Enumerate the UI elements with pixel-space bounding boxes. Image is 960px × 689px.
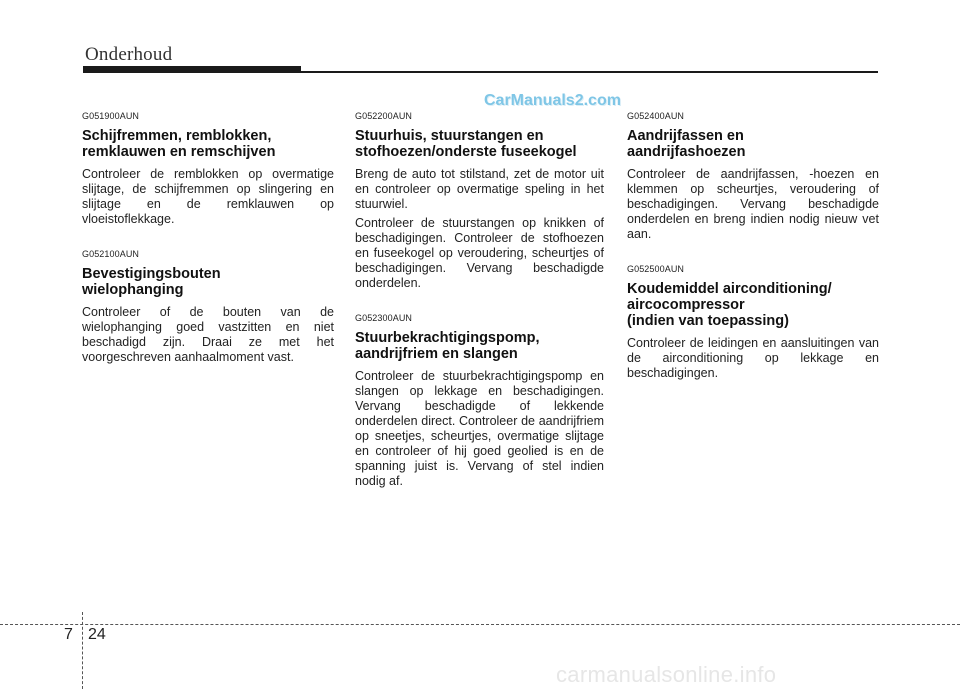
heading-line: Bevestigingsbouten: [82, 266, 221, 282]
section-paragraph: Controleer of de bouten van de wielophanging goed vastzitten en niet beschadigd zijn. Draai ze met het voorgeschreven aanhaalmoment vast.: [82, 305, 334, 364]
column-1: [82, 111, 334, 387]
section-heading: [82, 128, 334, 160]
section-paragraph: Controleer de leidingen en aansluitingen van de airconditioning op lekkage en beschadigingen.: [627, 336, 879, 380]
heading-line: aandrijfriem en slangen: [355, 346, 518, 362]
section-power-steering: [355, 313, 604, 489]
section-heading: [355, 330, 604, 362]
section-paragraph: Controleer de stuurstangen op knikken of beschadigingen. Controleer de stofhoezen en fuseekogel op veroudering, scheurtjes of beschadigingen. Vervang beschadigde onderdelen.: [355, 216, 604, 290]
footer-vertical-rule: [82, 612, 83, 689]
section-code: G052300AUN: [355, 313, 413, 323]
heading-line: Koudemiddel airconditioning/: [627, 281, 832, 297]
heading-line: Aandrijfassen en: [627, 128, 744, 144]
section-code: G051900AUN: [82, 111, 140, 121]
section-paragraph: Controleer de remblokken op overmatige slijtage, de schijfremmen op slingering en slijtage en de remklauwen op vloeistoflekkage.: [82, 167, 334, 226]
section-code: G052200AUN: [355, 111, 413, 121]
heading-line: aandrijfashoezen: [627, 144, 746, 160]
column-2: [355, 111, 604, 511]
section-steering: [355, 111, 604, 291]
header-rule-thin: [83, 71, 878, 73]
page-number: 24: [88, 626, 106, 643]
section-heading: [627, 281, 879, 329]
section-code: G052100AUN: [82, 249, 140, 259]
page-header-title: Onderhoud: [85, 44, 173, 65]
heading-line: Stuurhuis, stuurstangen en: [355, 128, 544, 144]
section-heading: [355, 128, 604, 160]
footer-rule: [0, 624, 960, 625]
section-code: G052400AUN: [627, 111, 685, 121]
section-heading: [82, 266, 334, 298]
section-paragraph: Controleer de stuurbekrachtigingspomp en slangen op lekkage en beschadigingen. Vervang beschadigde of lekkende onderdelen direct. Controleer de aandrijfriem op sneetjes, scheurtjes, overmatige slijtage en controleer of hij goed geolied is en de spanning juist is. Vervang of stel indien nodig af.: [355, 369, 604, 488]
heading-line: Schijfremmen, remblokken,: [82, 128, 272, 144]
watermark-top: CarManuals2.com: [484, 92, 621, 109]
heading-line: (indien van toepassing): [627, 313, 789, 329]
heading-line: wielophanging: [82, 282, 184, 298]
heading-line: aircocompressor: [627, 297, 745, 313]
section-drive-shafts: [627, 111, 879, 242]
section-brakes: [82, 111, 334, 227]
section-paragraph: Controleer de aandrijfassen, -hoezen en klemmen op scheurtjes, veroudering of beschadigingen. Vervang beschadigde onderdelen en breng indien nodig nieuw vet aan.: [627, 167, 879, 241]
heading-line: Stuurbekrachtigingspomp,: [355, 330, 540, 346]
column-3: [627, 111, 879, 403]
section-air-conditioning: [627, 264, 879, 381]
watermark-bottom: carmanualsonline.info: [556, 662, 777, 687]
section-code: G052500AUN: [627, 264, 685, 274]
section-paragraph: Breng de auto tot stilstand, zet de motor uit en controleer op overmatige speling in het stuurwiel.: [355, 167, 604, 211]
heading-line: remklauwen en remschijven: [82, 144, 276, 160]
chapter-number: 7: [64, 626, 73, 643]
section-heading: [627, 128, 879, 160]
heading-line: stofhoezen/onderste fuseekogel: [355, 144, 577, 160]
section-suspension-bolts: [82, 249, 334, 365]
